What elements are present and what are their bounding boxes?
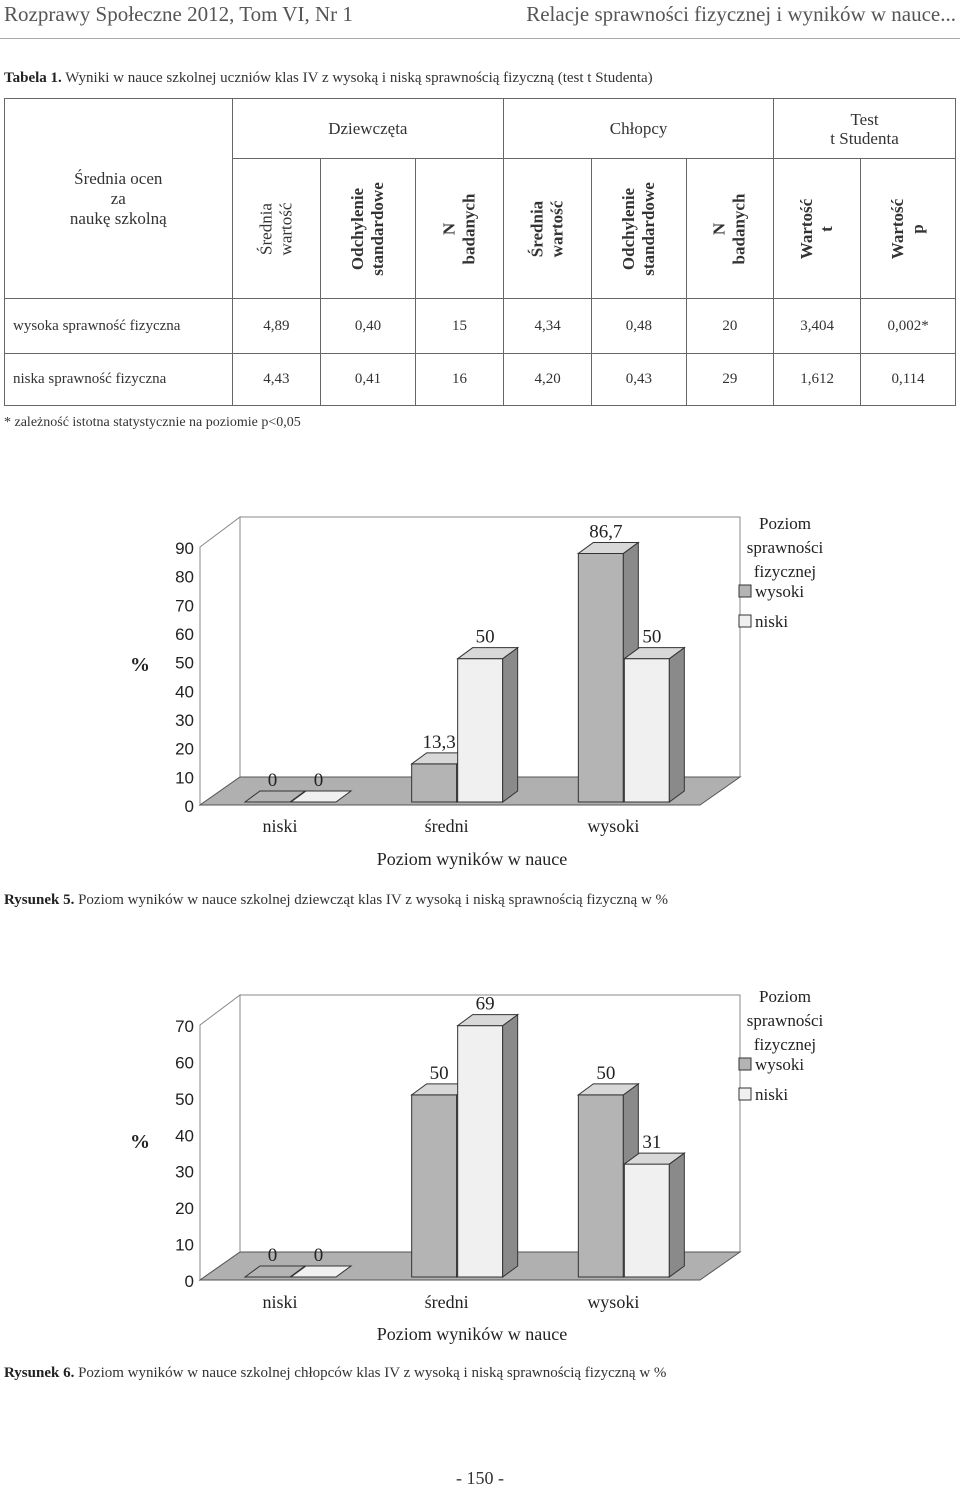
group-girls: Dziewczęta bbox=[232, 99, 504, 159]
legend-title: Poziom bbox=[759, 987, 811, 1006]
bar-side bbox=[503, 1015, 518, 1277]
x-tick-label: średni bbox=[424, 816, 469, 836]
col-girls-mean: Średnia wartość bbox=[232, 159, 321, 299]
data-label: 31 bbox=[642, 1132, 662, 1154]
page-number: - 150 - bbox=[456, 1468, 504, 1488]
y-tick-label: 0 bbox=[184, 797, 194, 816]
data-label: 50 bbox=[642, 626, 662, 648]
cell: 4,43 bbox=[232, 354, 321, 406]
cell: 0,43 bbox=[592, 354, 687, 406]
cell: 20 bbox=[686, 299, 773, 354]
col-t: Wartość t bbox=[774, 159, 861, 299]
group-boys: Chłopcy bbox=[504, 99, 774, 159]
bar-front bbox=[458, 1026, 503, 1277]
data-label: 0 bbox=[267, 1245, 278, 1266]
col-boys-sd: Odchylenie standardowe bbox=[592, 159, 687, 299]
col-p: Wartość p bbox=[861, 159, 956, 299]
cell: 4,20 bbox=[504, 354, 592, 406]
figure-6-caption: Rysunek 6. Poziom wyników w nauce szkolnej chłopców klas IV z wysoką i niską sprawnością fizyczną w % bbox=[4, 1365, 667, 1381]
y-tick-label: 30 bbox=[175, 711, 194, 730]
x-axis-label: Poziom wyników w nauce bbox=[376, 849, 568, 869]
x-tick-label: wysoki bbox=[587, 1292, 640, 1312]
cell: 3,404 bbox=[774, 299, 861, 354]
col-girls-n: N badanych bbox=[415, 159, 503, 299]
data-label: 86,7 bbox=[589, 521, 623, 543]
cell: 0,40 bbox=[321, 299, 416, 354]
legend-label: niski bbox=[755, 1085, 789, 1104]
legend-label: wysoki bbox=[755, 1055, 805, 1074]
y-tick-label: 50 bbox=[175, 1089, 194, 1109]
bar-side bbox=[669, 648, 684, 802]
bar-side bbox=[669, 1153, 684, 1277]
table-row bbox=[5, 354, 956, 406]
col-girls-sd: Odchylenie standardowe bbox=[321, 159, 416, 299]
y-tick-label: 10 bbox=[175, 768, 194, 788]
journal-title: Rozprawy Społeczne 2012, Tom VI, Nr 1 bbox=[4, 2, 353, 26]
y-tick-label: 40 bbox=[175, 682, 194, 702]
chart-figure-5 bbox=[0, 505, 960, 875]
legend-swatch bbox=[739, 1058, 751, 1070]
bar-front bbox=[578, 1095, 623, 1277]
data-label: 50 bbox=[596, 1062, 616, 1084]
legend-swatch bbox=[739, 585, 751, 597]
bar-front bbox=[624, 659, 669, 802]
bar-front bbox=[412, 764, 457, 802]
y-tick-label: 50 bbox=[175, 653, 194, 673]
bar-front bbox=[578, 553, 623, 802]
cell: 29 bbox=[686, 354, 773, 406]
data-label: 50 bbox=[475, 626, 495, 648]
cell: 0,41 bbox=[321, 354, 416, 406]
legend-label: niski bbox=[755, 612, 789, 631]
y-tick-label: 0 bbox=[184, 1272, 194, 1291]
x-tick-label: niski bbox=[262, 1292, 298, 1312]
data-label: 0 bbox=[313, 770, 324, 791]
col-boys-n: N badanych bbox=[686, 159, 773, 299]
data-label: 13,3 bbox=[422, 731, 456, 753]
bar-front bbox=[624, 1164, 669, 1277]
results-table bbox=[4, 98, 956, 406]
y-tick-label: 40 bbox=[175, 1126, 194, 1146]
row-header-cell: Średnia ocen za naukę szkolną bbox=[5, 99, 233, 299]
x-tick-label: wysoki bbox=[587, 816, 640, 836]
cell: 0,002* bbox=[861, 299, 956, 354]
y-tick-label: 70 bbox=[175, 596, 194, 616]
y-tick-label: 20 bbox=[175, 739, 194, 759]
y-tick-label: 90 bbox=[175, 539, 194, 558]
y-axis-label: % bbox=[130, 654, 150, 677]
col-boys-mean: Średnia wartość bbox=[504, 159, 592, 299]
y-tick-label: 60 bbox=[175, 625, 194, 644]
legend-title: fizycznej bbox=[753, 562, 817, 581]
data-label: 50 bbox=[429, 1062, 449, 1084]
legend-title: fizycznej bbox=[753, 1035, 817, 1054]
y-tick-label: 60 bbox=[175, 1053, 194, 1073]
cell: 0,114 bbox=[861, 354, 956, 406]
figure-5-caption: Rysunek 5. Poziom wyników w nauce szkolnej dziewcząt klas IV z wysoką i niską sprawnością fizyczną w % bbox=[4, 892, 669, 908]
table-caption: Tabela 1. Wyniki w nauce szkolnej uczniów klas IV z wysoką i niską sprawnością fizyczną (test t Studenta) bbox=[4, 70, 653, 86]
cell: 16 bbox=[415, 354, 503, 406]
y-tick-label: 30 bbox=[175, 1162, 194, 1182]
y-tick-label: 80 bbox=[175, 567, 194, 587]
x-tick-label: średni bbox=[424, 1292, 469, 1312]
table-footnote: * zależność istotna statystycznie na poziomie p<0,05 bbox=[4, 415, 301, 430]
y-tick-label: 70 bbox=[175, 1017, 194, 1036]
bar-side bbox=[503, 648, 518, 802]
data-label: 69 bbox=[475, 993, 495, 1015]
chart-figure-6 bbox=[0, 980, 960, 1345]
legend-title: sprawności bbox=[746, 538, 824, 557]
table-row bbox=[5, 299, 956, 354]
cell: 15 bbox=[415, 299, 503, 354]
legend-title: sprawności bbox=[746, 1011, 824, 1030]
side-wall bbox=[200, 995, 240, 1280]
x-axis-label: Poziom wyników w nauce bbox=[376, 1324, 568, 1344]
bar-front bbox=[458, 659, 503, 802]
y-tick-label: 10 bbox=[175, 1235, 194, 1255]
legend-swatch bbox=[739, 1088, 751, 1100]
group-test: Test t Studenta bbox=[774, 99, 956, 159]
row-label: niska sprawność fizyczna bbox=[5, 354, 233, 406]
cell: 4,89 bbox=[232, 299, 321, 354]
cell: 4,34 bbox=[504, 299, 592, 354]
cell: 0,48 bbox=[592, 299, 687, 354]
bar-front bbox=[412, 1095, 457, 1277]
legend-title: Poziom bbox=[759, 514, 811, 533]
side-wall bbox=[200, 517, 240, 805]
row-label: wysoka sprawność fizyczna bbox=[5, 299, 233, 354]
article-title: Relacje sprawności fizycznej i wyników w nauce... bbox=[526, 2, 956, 26]
legend-label: wysoki bbox=[755, 582, 805, 601]
data-label: 0 bbox=[313, 1245, 324, 1266]
data-label: 0 bbox=[267, 770, 278, 791]
legend-swatch bbox=[739, 615, 751, 627]
cell: 1,612 bbox=[774, 354, 861, 406]
x-tick-label: niski bbox=[262, 816, 298, 836]
y-axis-label: % bbox=[130, 1130, 150, 1153]
y-tick-label: 20 bbox=[175, 1199, 194, 1219]
header-rule bbox=[0, 38, 960, 39]
running-header bbox=[0, 0, 960, 34]
